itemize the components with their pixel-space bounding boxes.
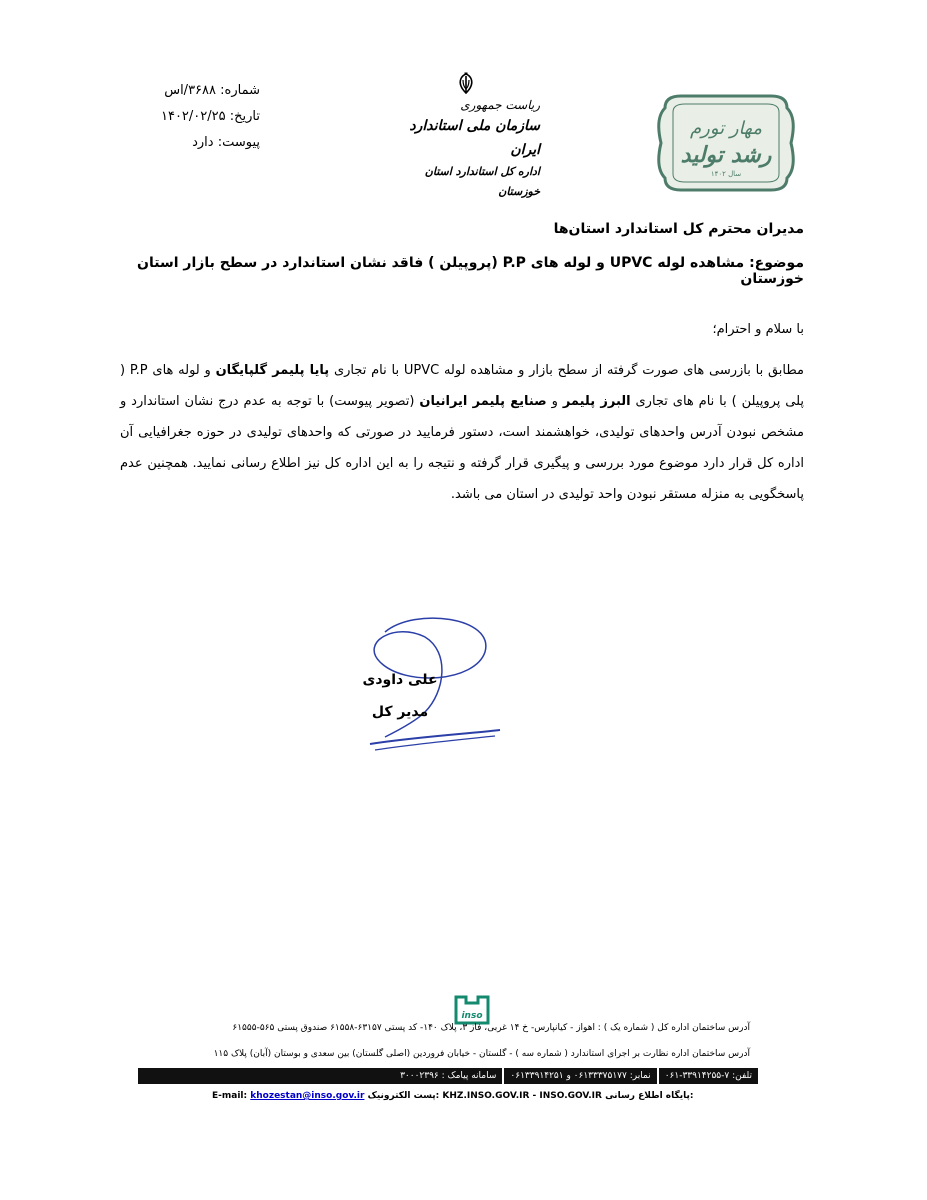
footer-web-label: پایگاه اطلاع رسانی: — [605, 1091, 694, 1101]
brand-alborz-polymer: البرز پلیمر — [562, 394, 631, 409]
footer-web-line — [212, 1091, 752, 1101]
letter-greeting: با سلام و احترام؛ — [712, 322, 804, 337]
inso-logo-icon — [452, 993, 492, 1027]
footer-address-secondary: آدرس ساختمان اداره نظارت بر اجرای استاندارد ( شماره سه ) - گلستان - خیابان فروردین (اصلی گلستان) بین سعدی و بوستان (آبان) پلاک ۱۱۵ — [213, 1049, 750, 1059]
letter-date: تاریخ: ۱۴۰۲/۰۲/۲۵ — [160, 109, 260, 124]
slogan-line-1: مهار تورم — [690, 118, 762, 139]
footer-contact-bar — [138, 1068, 758, 1084]
organization-title — [390, 96, 540, 202]
footer-address-main: آدرس ساختمان اداره کل ( شماره یک ) : اهواز - کیانپارس- خ ۱۴ غربی، فاز ۳، پلاک ۱۴۰- کد پستی ۶۳۱۵۷-۶۱۵۵۸ صندوق پستی ۵۶۵-۶۱۵۵۵ — [232, 1023, 750, 1033]
brand-paya-polymer: پایا پلیمر گلپایگان — [215, 363, 330, 378]
org-line-presidency: ریاست جمهوری — [460, 98, 540, 112]
footer-email-prefix: E-mail: — [212, 1091, 248, 1101]
letter-subject: موضوع: مشاهده لوله UPVC و لوله های P.P (پروپیلن ) فاقد نشان استاندارد در سطح بازار استان خوزستان — [137, 255, 804, 287]
footer-sms: سامانه پیامک : ۳۰۰۰۲۳۹۶ — [400, 1071, 497, 1081]
org-line-khuzestan: اداره کل استاندارد استان خوزستان — [424, 165, 540, 198]
body-part-3: و — [551, 394, 558, 409]
body-part-2: و لوله های P.P ( پلی پروپیلن ) با نام های تجاری — [120, 363, 805, 409]
letter-number: شماره: ۳۶۸۸/اس — [164, 83, 260, 98]
body-part-4: (تصویر پیوست) با توجه به عدم درج نشان استاندارد و مشخص نبودن آدرس واحدهای تولیدی، خواهشمند است، دستور فرمایید در صورتی که واحدهای تولیدی در حوزه جغرافیایی آن اداره کل قرار دارد موضوع مورد بررسی و پیگیری قرار گرفته و نتیجه را به این اداره کل نیز اطلاع رسانی نمایید. همچنین عدم پاسخگویی به منزله مستقر نبودن واحد تولیدی در استان می باشد. — [120, 394, 804, 502]
slogan-seal-frame-icon — [651, 88, 801, 198]
signatory-title: مدیر کل — [371, 704, 429, 720]
org-line-inso: سازمان ملی استاندارد ایران — [409, 118, 540, 158]
footer-email-link[interactable]: khozestan@inso.gov.ir — [250, 1091, 365, 1101]
year-slogan-seal — [651, 88, 801, 198]
footer-website[interactable]: KHZ.INSO.GOV.IR - INSO.GOV.IR — [442, 1091, 602, 1101]
iran-emblem-icon — [455, 72, 477, 96]
signatory-name: علی داودی — [362, 672, 438, 688]
letter-attachment: پیوست: دارد — [192, 135, 260, 150]
slogan-line-2: رشد تولید — [680, 142, 772, 168]
letter-meta — [120, 78, 260, 156]
brand-iranian-polymer: صنایع پلیمر ایرانیان — [419, 394, 547, 409]
body-part-1: مطابق با بازرسی های صورت گرفته از سطح بازار و مشاهده لوله UPVC با نام تجاری — [333, 363, 804, 378]
footer-phone: تلفن: ۷-۳۳۹۱۴۲۵۵-۰۶۱ — [664, 1071, 752, 1081]
slogan-year: سال ۱۴۰۲ — [710, 170, 742, 178]
footer-email-label: پست الکترونیک: — [367, 1091, 440, 1101]
letter-recipient: مدیران محترم کل استاندارد استان‌ها — [553, 221, 804, 237]
footer-fax: نمابر: ۰۶۱۳۳۳۷۵۱۷۷ و ۰۶۱۳۳۹۱۴۲۵۱ — [510, 1071, 651, 1081]
letter-body — [120, 355, 804, 510]
svg-text:inso: inso — [461, 1011, 483, 1021]
